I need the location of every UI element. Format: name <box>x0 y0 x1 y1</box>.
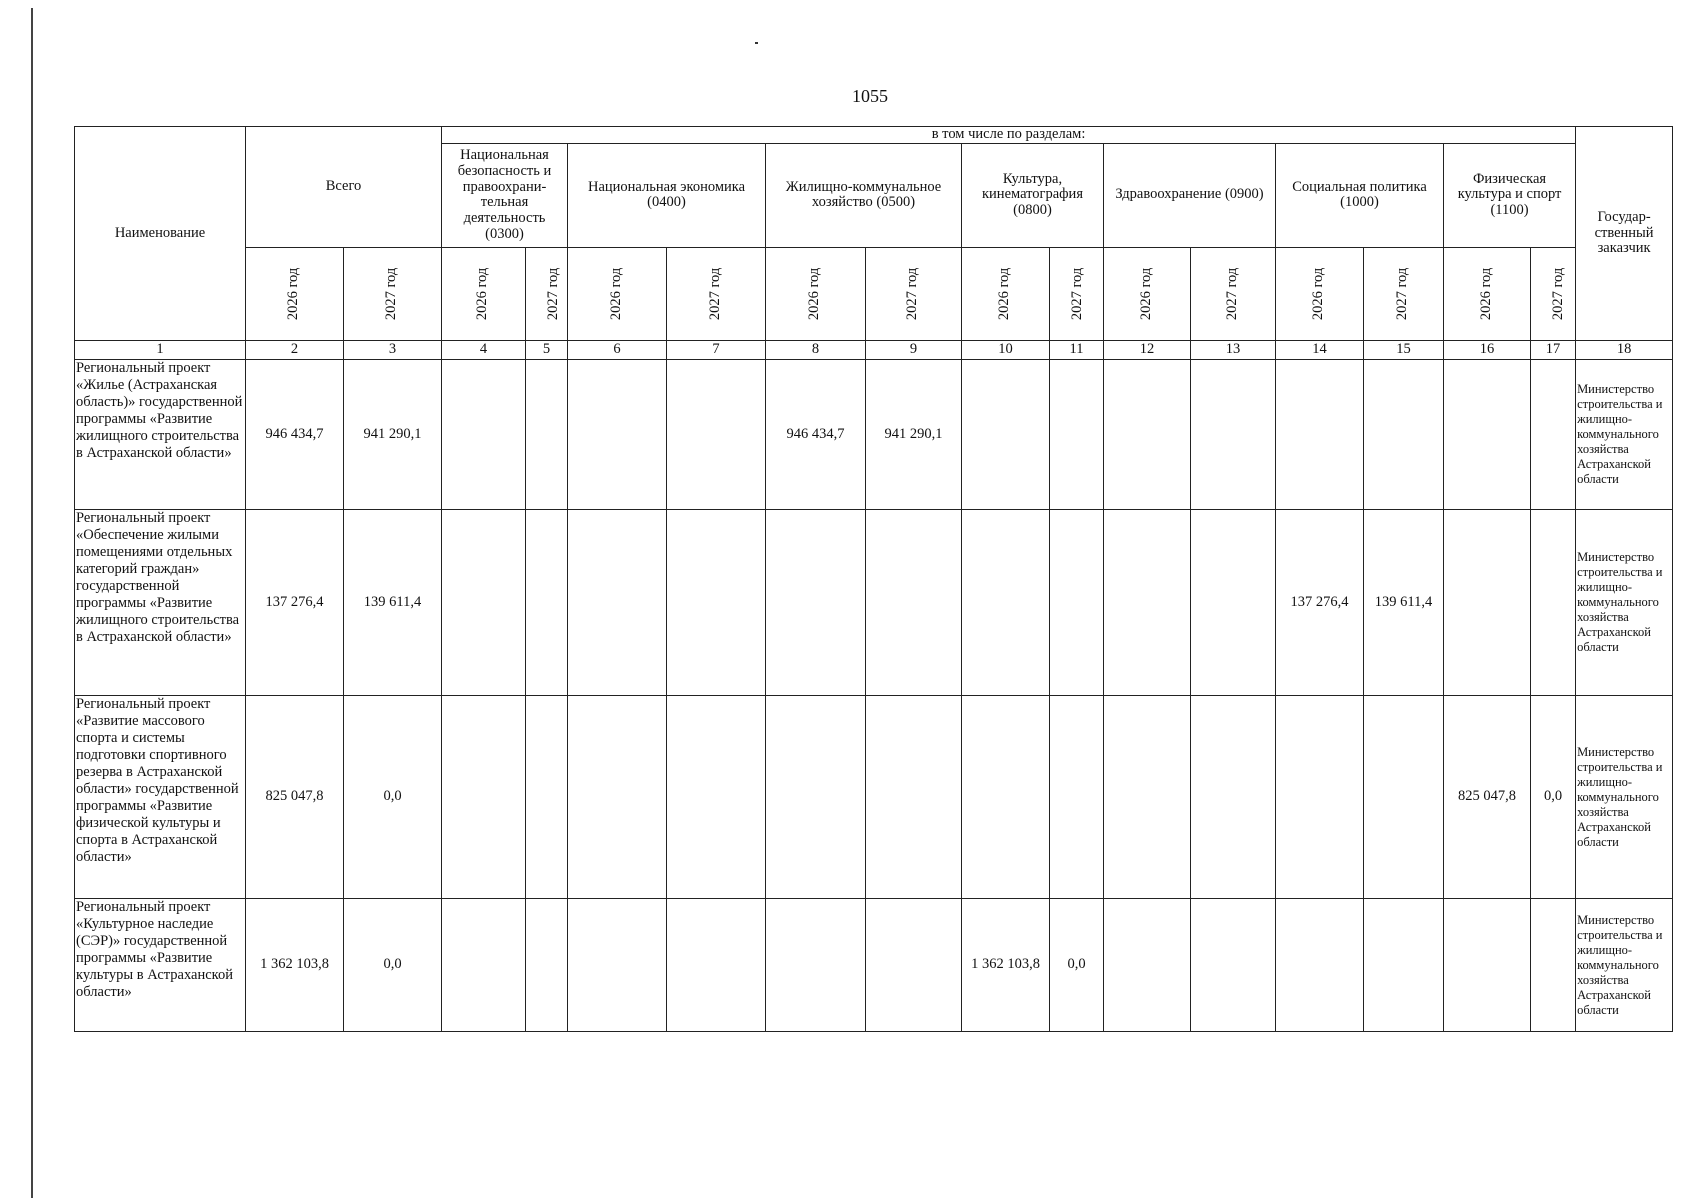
value-cell: 0,0 <box>1531 696 1576 899</box>
binding-line <box>31 8 33 1198</box>
year-header: 2027 год <box>667 247 766 340</box>
value-cell <box>1364 899 1444 1032</box>
header-section-0300: Национальная безопасность и правоохрани-тельная деятельность (0300) <box>442 143 568 247</box>
column-number: 4 <box>442 340 526 359</box>
value-cell <box>1191 899 1276 1032</box>
row-name: Региональный проект «Обеспечение жилыми помещениями отдельных категорий граждан» государственной программы «Развитие жилищного строительства в Астраханской области» <box>75 510 246 696</box>
column-number: 17 <box>1531 340 1576 359</box>
year-header: 2026 год <box>766 247 866 340</box>
value-cell <box>568 696 667 899</box>
year-header: 2026 год <box>1104 247 1191 340</box>
value-cell <box>766 696 866 899</box>
value-cell <box>1276 696 1364 899</box>
value-cell: 1 362 103,8 <box>246 899 344 1032</box>
value-cell: 825 047,8 <box>246 696 344 899</box>
value-cell <box>1444 359 1531 509</box>
value-cell: 139 611,4 <box>344 510 442 696</box>
value-cell <box>1364 359 1444 509</box>
value-cell <box>1050 359 1104 509</box>
value-cell: 946 434,7 <box>766 359 866 509</box>
column-number: 13 <box>1191 340 1276 359</box>
column-number: 10 <box>962 340 1050 359</box>
value-cell: 0,0 <box>344 696 442 899</box>
header-section-0800: Культура, кинематография (0800) <box>962 143 1104 247</box>
column-number: 3 <box>344 340 442 359</box>
year-header: 2027 год <box>1364 247 1444 340</box>
value-cell: 137 276,4 <box>246 510 344 696</box>
value-cell <box>442 899 526 1032</box>
value-cell: 941 290,1 <box>866 359 962 509</box>
value-cell <box>866 899 962 1032</box>
value-cell: 825 047,8 <box>1444 696 1531 899</box>
value-cell <box>866 696 962 899</box>
value-cell: 139 611,4 <box>1364 510 1444 696</box>
column-number: 1 <box>75 340 246 359</box>
row-customer: Министерство строительства и жилищно-коммунального хозяйства Астраханской области <box>1576 696 1673 899</box>
value-cell <box>526 696 568 899</box>
header-section-1000: Социальная политика (1000) <box>1276 143 1444 247</box>
year-header: 2026 год <box>246 247 344 340</box>
column-number: 8 <box>766 340 866 359</box>
budget-table <box>74 126 1673 1032</box>
value-cell <box>1050 510 1104 696</box>
value-cell: 137 276,4 <box>1276 510 1364 696</box>
value-cell: 0,0 <box>1050 899 1104 1032</box>
value-cell <box>667 899 766 1032</box>
page-number: 1055 <box>852 86 888 106</box>
year-header: 2027 год <box>1191 247 1276 340</box>
value-cell <box>1444 510 1531 696</box>
value-cell <box>442 510 526 696</box>
value-cell <box>1531 510 1576 696</box>
header-name: Наименование <box>75 127 246 341</box>
value-cell <box>1276 899 1364 1032</box>
header-section-0400: Национальная экономика (0400) <box>568 143 766 247</box>
row-name: Региональный проект «Культурное наследие (СЭР)» государственной программы «Развитие культуры в Астраханской области» <box>75 899 246 1032</box>
header-sections-group: в том числе по разделам: <box>442 127 1576 144</box>
value-cell <box>526 359 568 509</box>
value-cell <box>1050 696 1104 899</box>
value-cell <box>962 510 1050 696</box>
value-cell <box>667 696 766 899</box>
year-header: 2027 год <box>526 247 568 340</box>
row-name: Региональный проект «Развитие массового спорта и системы подготовки спортивного резерва в Астраханской области» государственной программы «Развитие физической культуры и спорта в Астраханской области» <box>75 696 246 899</box>
value-cell: 941 290,1 <box>344 359 442 509</box>
year-header: 2027 год <box>1050 247 1104 340</box>
column-number-row <box>75 340 1673 359</box>
value-cell <box>1531 899 1576 1032</box>
value-cell <box>1191 359 1276 509</box>
row-customer: Министерство строительства и жилищно-коммунального хозяйства Астраханской области <box>1576 359 1673 509</box>
header-total: Всего <box>246 127 442 248</box>
column-number: 7 <box>667 340 766 359</box>
year-header: 2027 год <box>1531 247 1576 340</box>
column-number: 2 <box>246 340 344 359</box>
value-cell <box>1104 510 1191 696</box>
column-number: 9 <box>866 340 962 359</box>
table-row <box>75 359 1673 509</box>
row-customer: Министерство строительства и жилищно-коммунального хозяйства Астраханской области <box>1576 510 1673 696</box>
value-cell <box>1104 696 1191 899</box>
value-cell <box>1104 359 1191 509</box>
row-name: Региональный проект «Жилье (Астраханская область)» государственной программы «Развитие жилищного строительства в Астраханской области» <box>75 359 246 509</box>
year-header: 2027 год <box>344 247 442 340</box>
value-cell <box>1531 359 1576 509</box>
year-header: 2026 год <box>1276 247 1364 340</box>
year-header: 2026 год <box>568 247 667 340</box>
column-number: 12 <box>1104 340 1191 359</box>
column-number: 5 <box>526 340 568 359</box>
value-cell <box>1444 899 1531 1032</box>
table-row <box>75 899 1673 1032</box>
value-cell <box>568 510 667 696</box>
value-cell <box>1364 696 1444 899</box>
value-cell <box>667 359 766 509</box>
scan-speck <box>755 42 758 44</box>
value-cell <box>766 899 866 1032</box>
value-cell <box>1104 899 1191 1032</box>
value-cell <box>1191 510 1276 696</box>
value-cell <box>442 696 526 899</box>
year-header: 2026 год <box>442 247 526 340</box>
column-number: 15 <box>1364 340 1444 359</box>
column-number: 11 <box>1050 340 1104 359</box>
header-customer: Государ-ственный заказчик <box>1576 127 1673 341</box>
column-number: 6 <box>568 340 667 359</box>
header-section-1100: Физическая культура и спорт (1100) <box>1444 143 1576 247</box>
value-cell <box>568 359 667 509</box>
value-cell <box>1276 359 1364 509</box>
table-row <box>75 696 1673 899</box>
value-cell <box>766 510 866 696</box>
year-header: 2026 год <box>1444 247 1531 340</box>
year-header: 2026 год <box>962 247 1050 340</box>
row-customer: Министерство строительства и жилищно-коммунального хозяйства Астраханской области <box>1576 899 1673 1032</box>
column-number: 16 <box>1444 340 1531 359</box>
value-cell <box>442 359 526 509</box>
value-cell <box>962 696 1050 899</box>
value-cell <box>1191 696 1276 899</box>
value-cell <box>568 899 667 1032</box>
header-section-0900: Здравоохранение (0900) <box>1104 143 1276 247</box>
value-cell: 0,0 <box>344 899 442 1032</box>
value-cell <box>526 899 568 1032</box>
value-cell: 1 362 103,8 <box>962 899 1050 1032</box>
year-header: 2027 год <box>866 247 962 340</box>
value-cell <box>526 510 568 696</box>
column-number: 18 <box>1576 340 1673 359</box>
value-cell <box>866 510 962 696</box>
value-cell: 946 434,7 <box>246 359 344 509</box>
column-number: 14 <box>1276 340 1364 359</box>
header-section-0500: Жилищно-коммунальное хозяйство (0500) <box>766 143 962 247</box>
value-cell <box>962 359 1050 509</box>
table-row <box>75 510 1673 696</box>
value-cell <box>667 510 766 696</box>
